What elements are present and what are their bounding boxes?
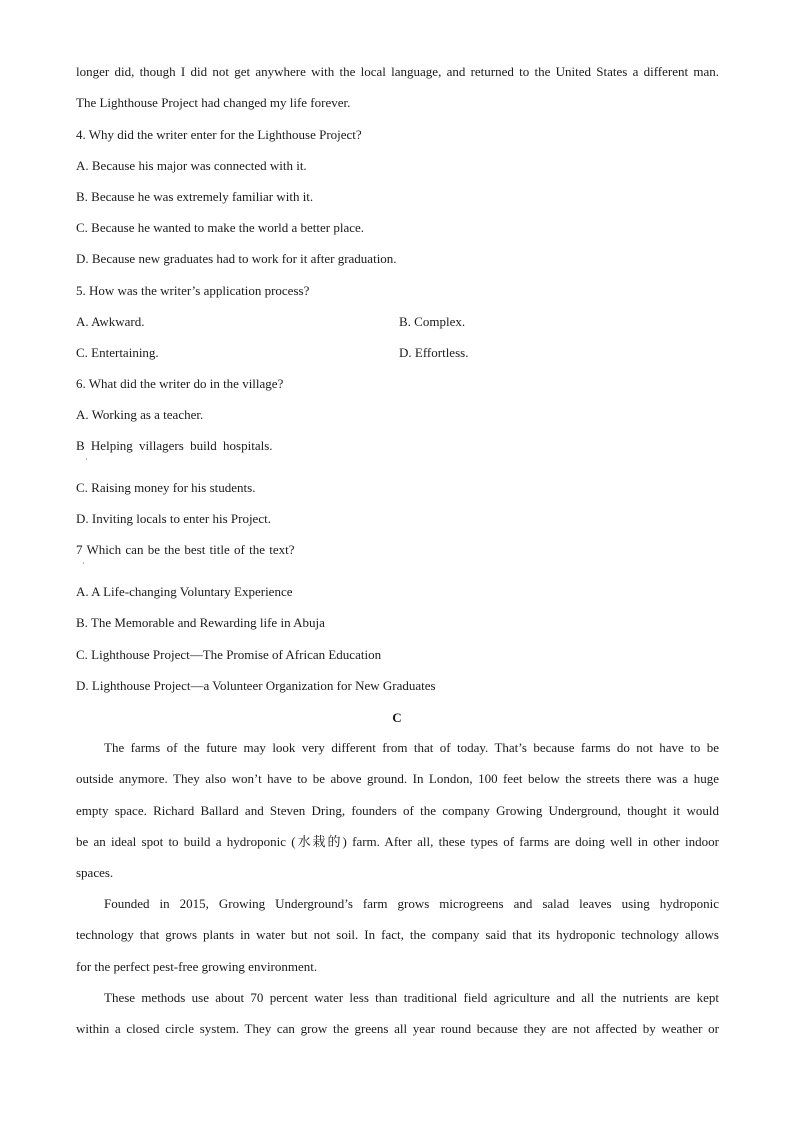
question-4-option-d: D. Because new graduates had to work for it after graduation.: [76, 251, 397, 266]
passage-c-p1-line: empty space. Richard Ballard and Steven Dring, founders of the company Growing Underground, thought it would: [76, 803, 719, 818]
question-7-stem: 7 Which can be the best title of the text?: [76, 542, 295, 557]
question-5-option-d: D. Effortless.: [399, 345, 469, 360]
question-4-stem: 4. Why did the writer enter for the Lighthouse Project?: [76, 127, 362, 142]
question-7-option-a: A. A Life-changing Voluntary Experience: [76, 584, 293, 599]
passage-c-p2-line: for the perfect pest-free growing environment.: [76, 959, 318, 974]
question-6-option-a: A. Working as a teacher.: [76, 407, 204, 422]
passage-c-p1-line: The farms of the future may look very different from that of today. That’s because farms do not have to be: [104, 740, 719, 755]
question-6-option-b: B Helping villagers build hospitals.: [76, 438, 273, 453]
question-7-option-c: C. Lighthouse Project—The Promise of African Education: [76, 647, 382, 662]
question-4-option-a: A. Because his major was connected with it.: [76, 158, 307, 173]
passage-c-heading: C: [392, 710, 402, 725]
question-5-option-b: B. Complex.: [399, 314, 466, 329]
question-6-option-d: D. Inviting locals to enter his Project.: [76, 511, 271, 526]
question-5-option-a: A. Awkward.: [76, 314, 145, 329]
stray-period-mark: ·: [82, 559, 85, 568]
passage-c-p1-line: be an ideal spot to build a hydroponic (水栽的) farm. After all, these types of farms are doing well in other indoor: [76, 834, 719, 849]
question-5-option-c: C. Entertaining.: [76, 345, 159, 360]
passage-c-p3-line: within a closed circle system. They can grow the greens all year round because they are not affected by weather or: [76, 1021, 719, 1036]
passage-b-line-2: The Lighthouse Project had changed my life forever.: [76, 95, 351, 110]
question-6-stem: 6. What did the writer do in the village?: [76, 376, 284, 391]
passage-b-line-1: longer did, though I did not get anywhere with the local language, and returned to the United States a different man.: [76, 64, 719, 79]
question-7-option-b: B. The Memorable and Rewarding life in Abuja: [76, 615, 325, 630]
question-6-option-c: C. Raising money for his students.: [76, 480, 256, 495]
passage-c-p1-line: spaces.: [76, 865, 114, 880]
passage-c-p1-line: outside anymore. They also won’t have to be above ground. In London, 100 feet below the streets there was a huge: [76, 771, 719, 786]
question-5-stem: 5. How was the writer’s application process?: [76, 283, 310, 298]
passage-c-p3-line: These methods use about 70 percent water less than traditional field agriculture and all the nutrients are kept: [104, 990, 719, 1005]
stray-period-mark: ·: [85, 455, 88, 464]
question-4-option-c: C. Because he wanted to make the world a better place.: [76, 220, 365, 235]
passage-c-p2-line: Founded in 2015, Growing Underground’s farm grows microgreens and salad leaves using hydroponic: [104, 896, 719, 911]
passage-c-p2-line: technology that grows plants in water but not soil. In fact, the company said that its hydroponic technology allows: [76, 927, 719, 942]
question-4-option-b: B. Because he was extremely familiar with it.: [76, 189, 314, 204]
question-7-option-d: D. Lighthouse Project—a Volunteer Organization for New Graduates: [76, 678, 436, 693]
